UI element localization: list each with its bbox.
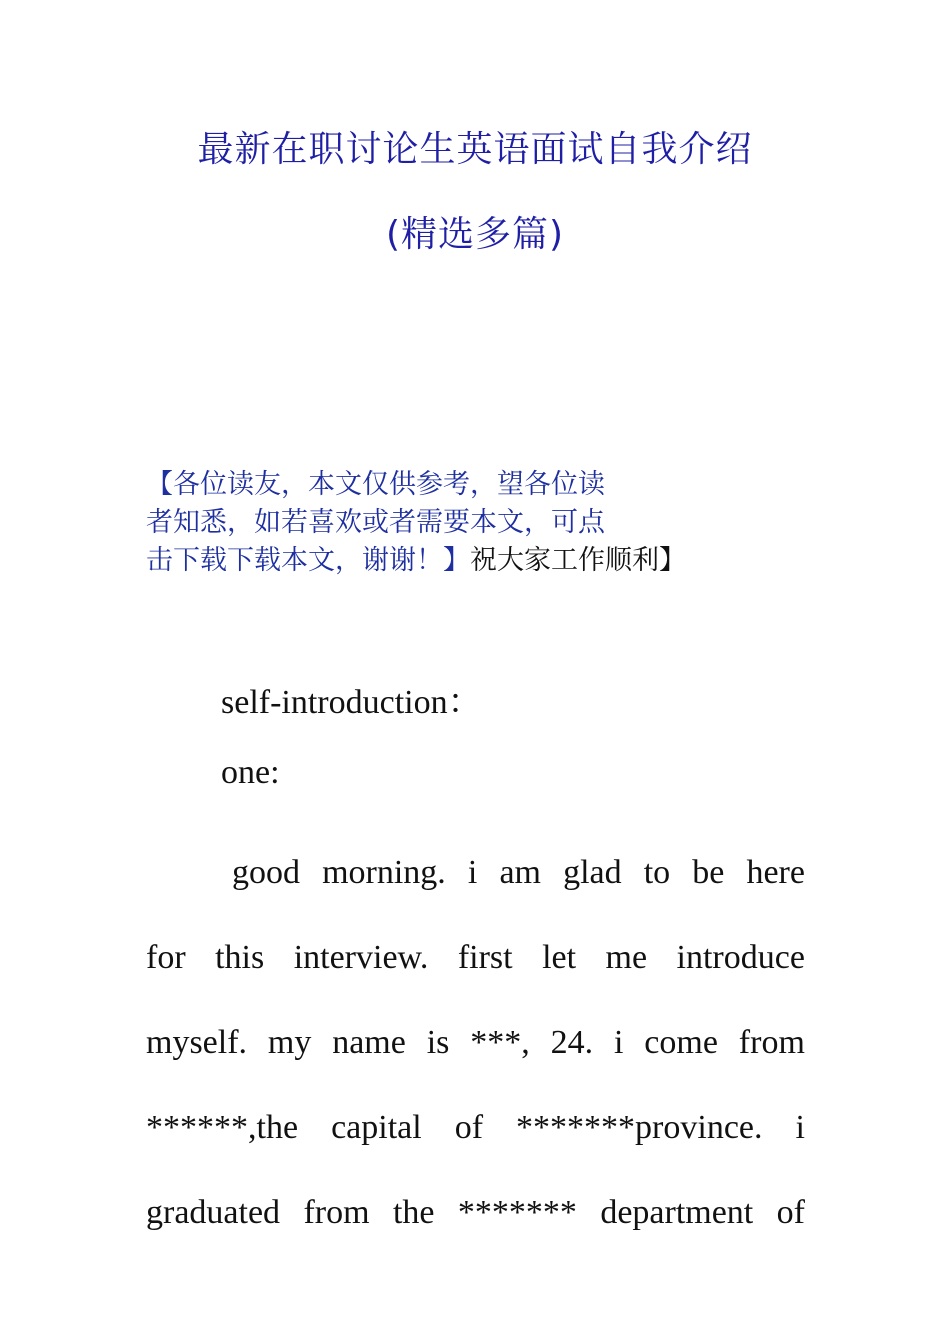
paragraph-word: graduated	[146, 1194, 281, 1231]
paragraph-word: to	[643, 854, 671, 891]
paragraph-word: is	[426, 1024, 450, 1061]
reader-notice	[146, 466, 796, 580]
paragraph-line	[146, 830, 805, 915]
paragraph-word: be	[692, 854, 725, 891]
notice-line-3-part-a: 击下载下载本文，谢谢！】	[146, 545, 470, 576]
paragraph-word: i	[613, 1024, 624, 1061]
paragraph-word: i	[467, 854, 478, 891]
paragraph-word: this	[215, 939, 265, 976]
body-paragraph	[146, 830, 805, 1255]
paragraph-word: capital	[331, 1109, 422, 1146]
paragraph-word: glad	[563, 854, 622, 891]
paragraph-word: name	[332, 1024, 406, 1061]
paragraph-word: good	[232, 854, 300, 891]
notice-line-1: 【各位读友，本文仅供参考，望各位读	[146, 469, 605, 500]
paragraph-word: morning.	[322, 854, 446, 891]
paragraph-word: for	[146, 939, 186, 976]
document-title-line2: (精选多篇)	[385, 214, 565, 255]
paragraph-line	[146, 1170, 805, 1255]
paragraph-word: from	[303, 1194, 370, 1231]
paragraph-word: me	[605, 939, 648, 976]
paragraph-word: my	[267, 1024, 312, 1061]
paragraph-word: ******,the	[146, 1109, 299, 1146]
paragraph-line	[146, 1000, 805, 1085]
notice-line-2: 者知悉，如若喜欢或者需要本文，可点	[146, 507, 605, 538]
section-heading-one: one:	[221, 754, 280, 791]
paragraph-word: come	[644, 1024, 718, 1061]
document-title-line1: 最新在职讨论生英语面试自我介绍	[197, 129, 753, 170]
paragraph-word: *******province.	[516, 1109, 763, 1146]
notice-line-3	[146, 542, 796, 580]
paragraph-word: *******	[457, 1194, 577, 1231]
paragraph-word: first	[457, 939, 513, 976]
section-heading-self-introduction: self-introduction：	[221, 684, 482, 721]
paragraph-line	[146, 1085, 805, 1170]
paragraph-word: of	[454, 1109, 484, 1146]
paragraph-word: of	[776, 1194, 805, 1231]
paragraph-word: from	[738, 1024, 805, 1061]
paragraph-word: ***,	[470, 1024, 530, 1061]
paragraph-word: department	[600, 1194, 754, 1231]
paragraph-word: introduce	[676, 939, 805, 976]
paragraph-word: 24.	[550, 1024, 594, 1061]
notice-line-3-part-b: 祝大家工作顺利】	[470, 545, 686, 576]
paragraph-word: interview.	[293, 939, 429, 976]
paragraph-line	[146, 915, 805, 1000]
paragraph-word: am	[499, 854, 541, 891]
paragraph-word: i	[795, 1109, 805, 1146]
paragraph-word: let	[542, 939, 577, 976]
paragraph-word: myself.	[146, 1024, 248, 1061]
paragraph-word: the	[392, 1194, 435, 1231]
paragraph-word: here	[746, 854, 805, 891]
